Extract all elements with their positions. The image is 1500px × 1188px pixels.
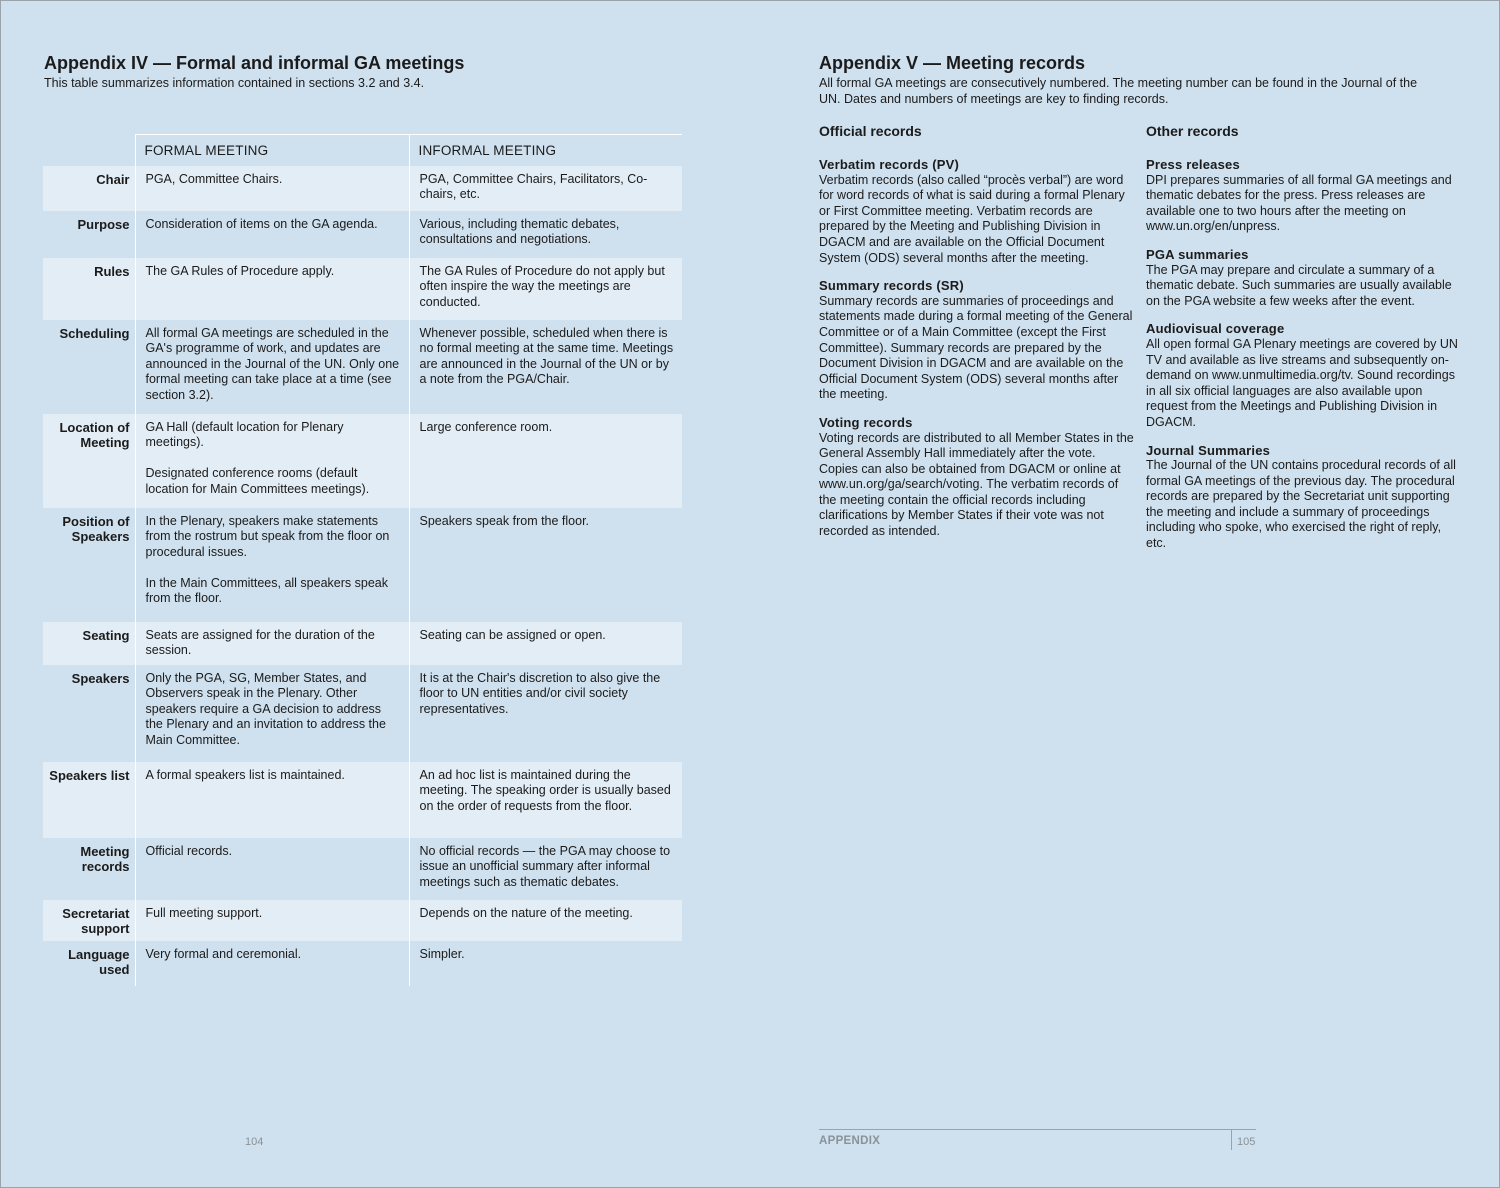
footer-rule bbox=[819, 1129, 1256, 1130]
formal-paragraph: Very formal and ceremonial. bbox=[145, 946, 302, 961]
pga-summaries-text: The PGA may prepare and circulate a summary of a thematic debate. Such summaries are usually available on the PGA website a few weeks after the event. bbox=[1146, 262, 1452, 308]
formal-cell bbox=[135, 211, 409, 258]
row-label: Rules bbox=[43, 258, 135, 320]
formal-paragraph: All formal GA meetings are scheduled in the GA's programme of work, and updates are announced in the Journal of the UN. Only one formal meeting can take place at a time (see section 3.2). bbox=[145, 325, 400, 402]
informal-cell bbox=[409, 166, 682, 211]
informal-cell bbox=[409, 320, 682, 414]
informal-paragraph: Large conference room. bbox=[419, 419, 553, 434]
row-label: Position of Speakers bbox=[62, 513, 130, 545]
footer-section-label: APPENDIX bbox=[819, 1135, 881, 1147]
other-records-heading: Other records bbox=[1146, 123, 1239, 139]
press-releases-text: DPI prepares summaries of all formal GA meetings and thematic debates for the press. Press releases are available one to two hours after the meeting on www.un.org/en/unpress. bbox=[1146, 172, 1452, 234]
informal-cell bbox=[409, 258, 682, 320]
row-label: Chair bbox=[43, 166, 135, 211]
informal-paragraph: The GA Rules of Procedure do not apply but often inspire the way the meetings are conducted. bbox=[419, 263, 665, 309]
formal-paragraph: Designated conference rooms (default location for Main Committees meetings). bbox=[145, 466, 370, 496]
other-records-column bbox=[1146, 122, 1461, 564]
informal-paragraph: Speakers speak from the floor. bbox=[419, 513, 590, 528]
informal-paragraph: It is at the Chair's discretion to also give the floor to UN entities and/or civil society representatives. bbox=[419, 670, 661, 716]
table-row bbox=[43, 762, 682, 838]
formal-paragraph: PGA, Committee Chairs. bbox=[145, 171, 283, 186]
formal-cell bbox=[135, 762, 409, 838]
row-label: Speakers bbox=[71, 670, 130, 686]
audiovisual-coverage-text: All open formal GA Plenary meetings are covered by UN TV and available as live streams and subsequently on-demand on www.unmultimedia.org/tv. Sound recordings in all six official languages are also available upon request from the Meetings and Publishing Division in DGACM. bbox=[1146, 336, 1458, 429]
table-row bbox=[43, 900, 682, 941]
page-number-left: 104 bbox=[245, 1136, 264, 1148]
row-label: Secretariat support bbox=[43, 900, 135, 941]
table-row bbox=[43, 941, 682, 986]
table-row bbox=[43, 211, 682, 258]
table-row bbox=[43, 320, 682, 414]
formal-paragraph: Seats are assigned for the duration of the session. bbox=[145, 627, 375, 658]
table-row bbox=[43, 258, 682, 320]
official-records-column bbox=[819, 122, 1134, 552]
table-row bbox=[43, 622, 682, 665]
informal-paragraph: Simpler. bbox=[419, 946, 465, 961]
informal-cell bbox=[409, 762, 682, 838]
formal-paragraph: GA Hall (default location for Plenary meetings). bbox=[145, 419, 344, 450]
informal-cell bbox=[409, 665, 682, 762]
formal-paragraph: Full meeting support. bbox=[145, 905, 263, 920]
appendix-v-title: Appendix V — Meeting records bbox=[819, 53, 1086, 73]
row-label: Location of Meeting bbox=[43, 414, 135, 508]
formal-cell bbox=[135, 414, 409, 508]
table-row bbox=[43, 508, 682, 622]
table-row bbox=[43, 838, 682, 900]
formal-cell bbox=[135, 622, 409, 665]
informal-cell bbox=[409, 622, 682, 665]
formal-paragraph: A formal speakers list is maintained. bbox=[145, 767, 345, 782]
row-label: Scheduling bbox=[59, 325, 130, 341]
page-number-right: 105 bbox=[1237, 1136, 1256, 1148]
formal-paragraph: Only the PGA, SG, Member States, and Observers speak in the Plenary. Other speakers require a GA decision to address the Plenary and an invitation to address the Main Committee. bbox=[145, 670, 386, 747]
official-records-heading: Official records bbox=[819, 123, 922, 139]
formal-paragraph: The GA Rules of Procedure apply. bbox=[145, 263, 335, 278]
informal-cell bbox=[409, 838, 682, 900]
informal-paragraph: Seating can be assigned or open. bbox=[419, 627, 606, 642]
informal-paragraph: Depends on the nature of the meeting. bbox=[419, 905, 633, 920]
formal-cell bbox=[135, 166, 409, 211]
formal-cell bbox=[135, 900, 409, 941]
row-label: Seating bbox=[43, 622, 135, 665]
row-label: Purpose bbox=[77, 216, 130, 232]
informal-cell bbox=[409, 900, 682, 941]
voting-records-text: Voting records are distributed to all Member States in the General Assembly Hall immediately after the vote. Copies can also be obtained from DGACM or online at www.un.org/ga/search/voting. The verbatim records of the meeting contain the official records including clarifications by Member States if their vote was not recorded as intended. bbox=[819, 430, 1134, 539]
table-row bbox=[43, 665, 682, 762]
informal-paragraph: Various, including thematic debates, consultations and negotiations. bbox=[419, 216, 620, 247]
row-label: Meeting records bbox=[80, 843, 130, 875]
footer-divider bbox=[1231, 1130, 1232, 1150]
row-label: Speakers list bbox=[43, 762, 135, 838]
formal-cell bbox=[135, 941, 409, 986]
verbatim-records-text: Verbatim records (also called “procès verbal”) are word for word records of what is said during a formal Plenary or First Committee meeting. Verbatim records are prepared by the Meeting and Publishing Division in DGACM and are available on the Official Document System (ODS) several months after the meeting. bbox=[819, 172, 1125, 265]
appendix-v-intro: All formal GA meetings are consecutively numbered. The meeting number can be found in the Journal of the UN. Dates and numbers of meetings are key to finding records. bbox=[819, 76, 1418, 106]
formal-cell bbox=[135, 838, 409, 900]
informal-cell bbox=[409, 508, 682, 622]
table-row bbox=[43, 166, 682, 211]
verbatim-records-title: Verbatim records (PV) bbox=[819, 157, 960, 172]
summary-records-title: Summary records (SR) bbox=[819, 278, 964, 294]
informal-cell bbox=[409, 941, 682, 986]
informal-paragraph: PGA, Committee Chairs, Facilitators, Co-chairs, etc. bbox=[419, 171, 648, 202]
informal-paragraph: Whenever possible, scheduled when there is no formal meeting at the same time. Meetings are announced in the Journal of the UN or by a note from the PGA/Chair. bbox=[419, 325, 674, 387]
formal-paragraph: Consideration of items on the GA agenda. bbox=[145, 216, 378, 231]
voting-records-title: Voting records bbox=[819, 414, 913, 430]
formal-cell bbox=[135, 508, 409, 622]
journal-summaries-text: The Journal of the UN contains procedural records of all formal GA meetings of the previous day. The procedural records are prepared by the Secretariat unit supporting the meeting and include a summary of proceedings including who spoke, who exercised the right of reply, etc. bbox=[1146, 458, 1456, 551]
row-label: Language used bbox=[68, 946, 130, 978]
formal-paragraph: In the Plenary, speakers make statements from the rostrum but speak from the floor on procedural issues. bbox=[145, 513, 390, 559]
pga-summaries-title: PGA summaries bbox=[1146, 246, 1249, 262]
formal-paragraph: Official records. bbox=[145, 843, 233, 858]
right-page bbox=[750, 0, 1500, 1188]
formal-cell bbox=[135, 665, 409, 762]
formal-cell bbox=[135, 320, 409, 414]
press-releases-title: Press releases bbox=[1146, 157, 1240, 172]
informal-cell bbox=[409, 211, 682, 258]
table-corner bbox=[43, 135, 135, 166]
formal-paragraph: In the Main Committees, all speakers speak from the floor. bbox=[145, 575, 388, 606]
meetings-comparison-table bbox=[43, 134, 682, 986]
informal-paragraph: An ad hoc list is maintained during the meeting. The speaking order is usually based on the order of requests from the floor. bbox=[419, 767, 671, 813]
appendix-iv-title: Appendix IV — Formal and informal GA meetings bbox=[44, 53, 465, 73]
summary-records-text: Summary records are summaries of proceedings and statements made during a formal meeting of the General Committee or of a Main Committee (except the First Committee). Summary records are prepared by the Document Division in DGACM and are available on the Official Document System (ODS) several months after the meeting. bbox=[819, 293, 1133, 402]
informal-cell bbox=[409, 414, 682, 508]
audiovisual-coverage-title: Audiovisual coverage bbox=[1146, 321, 1285, 337]
informal-meeting-header: INFORMAL MEETING bbox=[409, 135, 682, 166]
formal-cell bbox=[135, 258, 409, 320]
appendix-iv-intro: This table summarizes information contained in sections 3.2 and 3.4. bbox=[44, 76, 425, 90]
journal-summaries-title: Journal Summaries bbox=[1146, 442, 1271, 458]
informal-paragraph: No official records — the PGA may choose to issue an unofficial summary after informal meetings such as thematic debates. bbox=[419, 843, 671, 889]
table-row bbox=[43, 414, 682, 508]
table-header-row bbox=[43, 135, 682, 166]
formal-meeting-header: FORMAL MEETING bbox=[135, 135, 409, 166]
